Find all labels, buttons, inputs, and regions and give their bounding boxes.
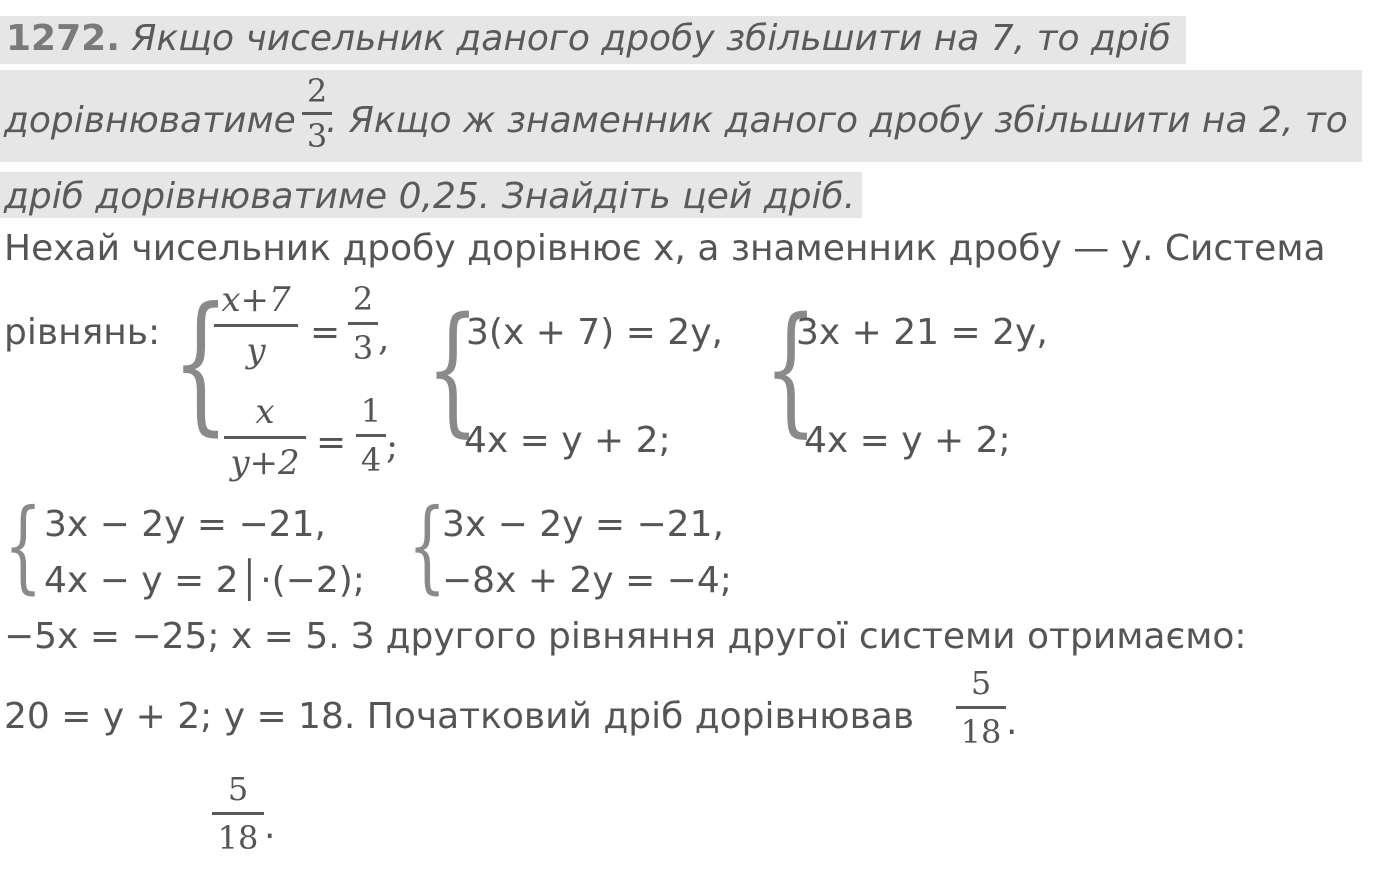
- solution-intro: Нехай чисельник дробу дорівнює х, а знаменник дробу — у. Система: [4, 228, 1326, 269]
- sys5-eq2: −8x + 2y = −4;: [442, 560, 732, 601]
- sys4-eq2: 4x − y = 2│·(−2);: [44, 560, 365, 601]
- sys1-eq1-rhs: 2 3: [348, 280, 378, 367]
- sys1-eq1-punct: ,: [378, 318, 390, 359]
- brace-system-1: {: [172, 276, 230, 450]
- sys2-eq1: 3(x + 7) = 2y,: [466, 312, 723, 353]
- final-answer-punct: .: [264, 806, 276, 847]
- final-answer-fraction: 5 18: [212, 770, 264, 857]
- sys1-eq2-lhs: x y+2: [224, 392, 306, 483]
- sys1-eq1-lhs: x+7 y: [214, 280, 298, 371]
- system-label: рівнянь:: [4, 312, 161, 353]
- sys1-eq2-punct: ;: [386, 426, 399, 467]
- problem-line-3: дріб дорівнюватиме 0,25. Знайдіть цей дріб.: [4, 176, 856, 217]
- brace-system-3: {: [764, 288, 818, 451]
- brace-system-4: {: [4, 487, 43, 604]
- problem-text-1: Якщо чисельник даного дробу збільшити на 7, то дріб: [131, 18, 1171, 59]
- answer-punct: .: [1006, 702, 1018, 743]
- sys1-eq1-equals: =: [310, 312, 341, 353]
- answer-fraction: 5 18: [956, 664, 1006, 751]
- brace-system-2: {: [426, 288, 480, 451]
- sys1-eq2-equals: =: [316, 422, 347, 463]
- problem-line-2-post: . Якщо ж знаменник даного дробу збільшити на 2, то: [326, 100, 1348, 141]
- sys4-eq1: 3x − 2y = −21,: [44, 504, 326, 545]
- problem-line-1: [6, 18, 1171, 59]
- problem-line-2-pre: дорівнюватиме: [4, 100, 296, 141]
- problem-fraction: 2 3: [298, 72, 336, 155]
- sys3-eq1: 3x + 21 = 2y,: [796, 312, 1048, 353]
- sys5-eq1: 3x − 2y = −21,: [442, 504, 724, 545]
- solution-line-x: −5x = −25; x = 5. З другого рівняння другої системи отримаємо:: [4, 616, 1247, 657]
- sys2-eq2: 4x = y + 2;: [464, 420, 671, 461]
- solution-line-y: 20 = y + 2; y = 18. Початковий дріб дорівнював: [4, 696, 915, 737]
- problem-number: 1272.: [6, 18, 120, 59]
- brace-system-5: {: [408, 487, 447, 604]
- sys3-eq2: 4x = y + 2;: [804, 420, 1011, 461]
- sys1-eq2-rhs: 1 4: [356, 392, 386, 479]
